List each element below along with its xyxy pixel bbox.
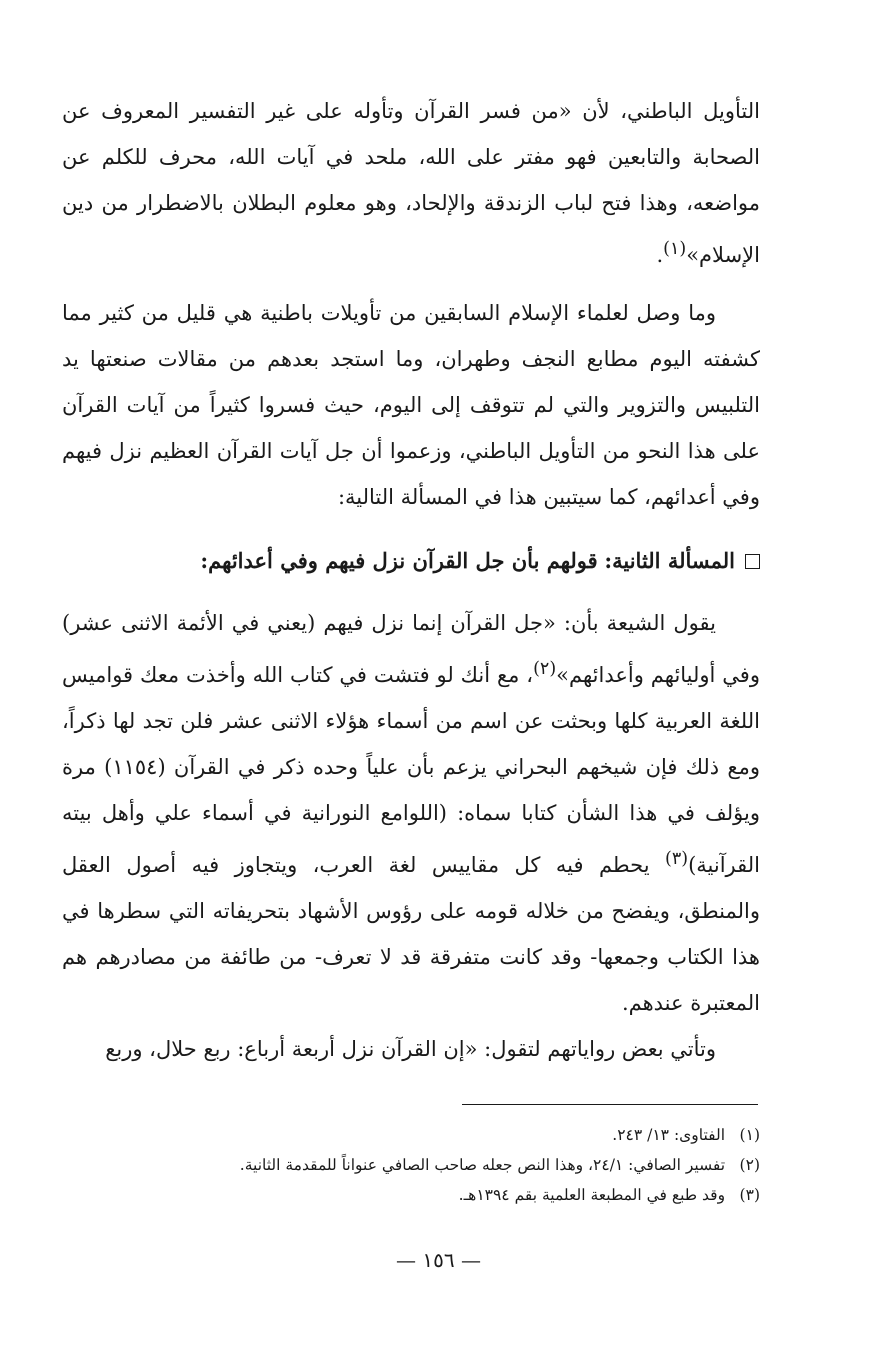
footnote-ref-2: (٢): [533, 659, 557, 679]
footnotes-list: [62, 1120, 760, 1210]
paragraph-four-quarters-text: وتأتي بعض رواياتهم لتقول: «إن القرآن نزل أربعة أرباع: ربع حلال، وربع: [105, 1037, 716, 1061]
section-heading-second-issue: [62, 538, 760, 584]
footnote-item: [62, 1150, 760, 1180]
paragraph-batini-interpretations: [62, 290, 760, 520]
paragraph-shia-text-a: يقول الشيعة بأن: «جل القرآن إنما نزل فيهم (يعني في الأئمة الاثنى عشر) وفي أوليائهم وأعدائهم»: [62, 611, 760, 687]
footnote-divider: [462, 1104, 758, 1105]
section-heading-label: المسألة الثانية:: [604, 548, 735, 573]
footnote-item: [62, 1120, 760, 1150]
paragraph-shia-text-b: ، مع أنك لو فتشت في كتاب الله وأخذت معك قواميس اللغة العربية كلها وبحثت عن اسم من أسماء هؤلاء الاثنى عشر فلن تجد لها ذكراً، ومع ذلك فإن شيخهم البحراني يزعم بأن علياً وحده ذكر في القرآن (١١٥٤) مرة ويؤلف في هذا الشأن كتابا سماه: (اللوامع النورانية في أسماء علي وأهل بيته القرآنية): [62, 663, 760, 877]
paragraph-intro-text: التأويل الباطني، لأن «من فسر القرآن وتأوله على غير التفسير المعروف عن الصحابة والتابعين فهو مفتر على الله، ملحد في آيات الله، محرف للكلم عن مواضعه، وهذا فتح لباب الزندقة والإلحاد، وهو معلوم البطلان بالاضطرار من دين الإسلام»: [62, 99, 760, 267]
paragraph-four-quarters: [62, 1026, 760, 1072]
paragraph-batini-text: وما وصل لعلماء الإسلام السابقين من تأويلات باطنية هي قليل من كثير مما كشفته اليوم مطابع النجف وطهران، وما استجد بعدهم من مقالات صنعتها يد التلبيس والتزوير والتي لم تتوقف إلى اليوم، حيث فسروا كثيراً من آيات القرآن على هذا النحو من التأويل الباطني، وزعموا أن جل آيات القرآن العظيم نزل فيهم وفي أعدائهم، كما سيتبين هذا في المسألة التالية:: [62, 301, 760, 509]
paragraph-shia-claim: [62, 600, 760, 1026]
footnote-ref-1: (١): [663, 239, 687, 259]
footnote-number: (٣): [739, 1186, 760, 1204]
paragraph-intro: [62, 88, 760, 278]
paragraph-shia-text-c: يحطم فيه كل مقاييس لغة العرب، ويتجاوز فيه أصول العقل والمنطق، ويفضح من خلاله قومه على رؤوس الأشهاد بتحريفاته التي سطرها في هذا الكتاب وجمعها- وقد كانت متفرقة قد لا تعرف- من طائفة من مصادرهم هم المعتبرة عندهم.: [62, 853, 760, 1015]
footnote-text: تفسير الصافي: ٢٤/١، وهذا النص جعله صاحب الصافي عنواناً للمقدمة الثانية.: [239, 1156, 726, 1174]
footnote-number: (٢): [739, 1156, 760, 1174]
footnote-text: الفتاوى: ١٣/ ٢٤٣.: [612, 1126, 726, 1144]
page-number: — ١٥٦ —: [396, 1248, 481, 1272]
footnote-ref-3: (٣): [665, 849, 689, 869]
section-heading-text: قولهم بأن جل القرآن نزل فيهم وفي أعدائهم:: [200, 548, 598, 573]
footnote-number: (١): [739, 1126, 760, 1144]
footnote-item: [62, 1180, 760, 1210]
footnote-text: وقد طبع في المطبعة العلمية بقم ١٣٩٤هـ.: [458, 1186, 726, 1204]
paragraph-intro-end: .: [656, 243, 664, 267]
square-bullet-icon: [745, 554, 760, 569]
